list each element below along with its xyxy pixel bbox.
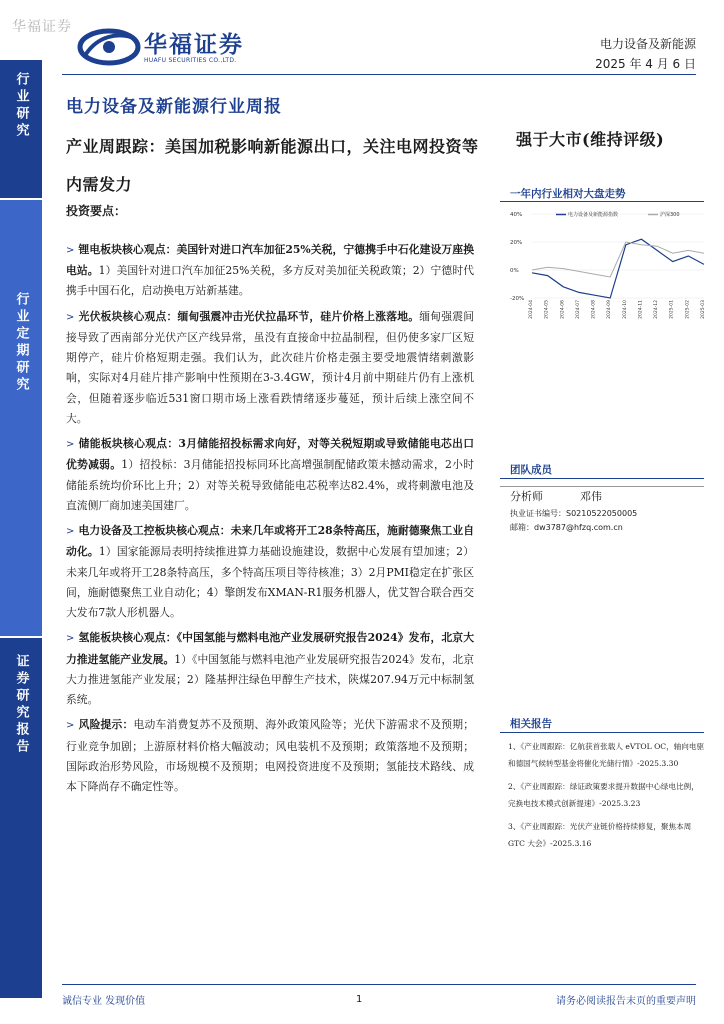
email-address[interactable]: dw3787@hfzq.com.cn bbox=[534, 523, 623, 532]
section-lithium bbox=[66, 240, 474, 302]
section-lead: 电力设备及工控板块核心观点：未来几年或将开工28条特高压，施耐德聚焦工业自动化。 bbox=[66, 524, 474, 559]
x-tick-label: 2024-04 bbox=[529, 300, 534, 319]
email-label: 邮箱： bbox=[510, 523, 534, 532]
legend-label: 电力设备及新能源指数 bbox=[568, 212, 619, 218]
page-title: 电力设备及新能源行业周报 bbox=[66, 97, 282, 117]
analyst-license bbox=[510, 508, 637, 519]
sidebar-top bbox=[0, 60, 42, 198]
page-number: 1 bbox=[356, 994, 363, 1005]
header-sector: 电力设备及新能源 bbox=[599, 37, 696, 51]
chart-section-head: 一年内行业相对大盘走势 bbox=[510, 188, 626, 200]
x-tick-label: 2024-09 bbox=[607, 300, 613, 319]
section-solar bbox=[66, 307, 474, 429]
y-tick-label: -20% bbox=[510, 296, 525, 302]
team-section-head: 团队成员 bbox=[510, 464, 552, 476]
sidebar-top-label: 行业研究 bbox=[13, 72, 29, 140]
logo-english-name: HUAFU SECURITIES CO.,LTD. bbox=[144, 57, 237, 64]
x-tick-label: 2024-08 bbox=[591, 300, 597, 319]
section-text: 1）招投标：3月储能招投标同环比高增强制配储政策未撼动需求，2小时储能系统均价环比上升；2）对等关税导致储能电芯税率达82.4%，或将刺激电池及直流侧厂商加速美国建厂。 bbox=[66, 458, 475, 512]
reports-section-divider bbox=[500, 732, 704, 733]
company-logo bbox=[78, 24, 268, 74]
related-report-item[interactable]: 3、《产业周跟踪：光伏产业链价格持续修复，聚焦本周 GTC 大会》-2025.3.16 bbox=[508, 822, 692, 848]
bullet-arrow-icon: > bbox=[66, 439, 75, 451]
section-text: 电动车消费复苏不及预期、海外政策风险等；光伏下游需求不及预期；行业竞争加剧；上游原材料价格大幅波动；风电装机不及预期；政策落地不及预期；国际政治形势风险，市场规模不及预期；电网投资进度不及预期；氢能技术路线、成本下降尚存不确定性等。 bbox=[66, 718, 474, 794]
section-lead: 储能板块核心观点：3月储能招投标需求向好，对等关税短期或导致储能电芯出口优势减弱。 bbox=[66, 437, 474, 472]
analyst-email bbox=[510, 522, 623, 533]
section-text: 1）国家能源局表明持续推进算力基础设施建设，数据中心发展有望加速；2）未来几年或将开工28条特高压，多个特高压项目等待核准；3）2月PMI稳定在扩张区间，施耐德聚焦工业自动化；4）擎朗发布XMAN-R1服务机器人，优艾智合联合西交大发布7款人形机器人。 bbox=[66, 545, 474, 620]
x-tick-label: 2024-05 bbox=[544, 300, 550, 319]
section-hydrogen bbox=[66, 628, 474, 710]
section-power-equipment bbox=[66, 521, 474, 623]
x-tick-label: 2025-03 bbox=[701, 300, 706, 319]
bullet-arrow-icon: > bbox=[66, 720, 75, 732]
chart-section-divider bbox=[500, 201, 704, 202]
sidebar-bottom bbox=[0, 638, 42, 998]
header-date: 2025 年 4 月 6 日 bbox=[595, 57, 696, 71]
section-storage bbox=[66, 434, 474, 516]
sidebar-middle-label: 行业定期研究 bbox=[13, 292, 29, 394]
sidebar-bottom-label: 证券研究报告 bbox=[13, 654, 29, 756]
watermark: 华福证券 bbox=[12, 19, 72, 35]
bullet-arrow-icon: > bbox=[66, 526, 75, 538]
bullet-arrow-icon: > bbox=[66, 245, 75, 256]
footer-divider bbox=[62, 984, 696, 985]
x-tick-label: 2024-06 bbox=[560, 300, 566, 319]
reports-section-head: 相关报告 bbox=[510, 718, 552, 730]
team-inner-divider bbox=[500, 486, 704, 487]
section-lead: 氢能板块核心观点：《中国氢能与燃料电池产业发展研究报告2024》发布，北京大力推进氢能产业发展。 bbox=[66, 631, 474, 666]
logo-emblem-icon bbox=[78, 28, 140, 66]
license-number: S0210522050005 bbox=[566, 509, 638, 518]
x-tick-label: 2025-02 bbox=[685, 300, 691, 319]
sidebar-middle bbox=[0, 200, 42, 636]
x-tick-label: 2024-10 bbox=[622, 300, 628, 319]
relative-performance-chart bbox=[508, 208, 708, 319]
y-tick-label: 40% bbox=[510, 212, 523, 218]
footer-slogan: 诚信专业 发现价值 bbox=[62, 996, 146, 1007]
investment-points-title: 投资要点： bbox=[66, 204, 127, 218]
section-lead: 光伏板块核心观点：缅甸强震冲击光伏拉晶环节，硅片价格上涨落地。 bbox=[78, 309, 420, 323]
team-section-divider bbox=[500, 478, 704, 479]
y-tick-label: 20% bbox=[510, 240, 523, 246]
section-lead: 锂电板块核心观点：美国针对进口汽车加征25%关税，宁德携手中石化建设万座换电站。 bbox=[66, 243, 474, 278]
section-lead: 风险提示： bbox=[78, 718, 134, 732]
header-divider bbox=[62, 74, 696, 75]
header-info bbox=[595, 34, 696, 74]
related-reports bbox=[508, 738, 706, 858]
investment-points bbox=[66, 240, 474, 802]
section-text: 1）美国针对进口汽车加征25%关税，多方反对美加征关税政策；2）宁德时代携手中国石化，启动换电万站新基建。 bbox=[66, 264, 475, 298]
logo-chinese-name: 华福证券 bbox=[144, 32, 244, 58]
legend-label: 沪深300 bbox=[660, 212, 680, 218]
bullet-arrow-icon: > bbox=[66, 633, 75, 645]
industry-rating: 强于大市(维持评级) bbox=[516, 130, 665, 149]
footer-disclaimer: 请务必阅读报告末页的重要声明 bbox=[556, 996, 696, 1007]
x-tick-label: 2024-12 bbox=[654, 300, 660, 319]
x-tick-label: 2024-07 bbox=[575, 300, 581, 319]
related-report-item[interactable]: 2、《产业周跟踪：绿证政策要求提升数据中心绿电比例，完换电技术模式创新提速》-2025.3.23 bbox=[508, 782, 699, 808]
analyst-name: 邓伟 bbox=[580, 490, 602, 503]
analyst-label: 分析师 bbox=[510, 490, 543, 503]
license-label: 执业证书编号： bbox=[510, 509, 566, 518]
section-text: 缅甸强震间接导致了西南部分光伏产区产线异常，虽没有直接命中拉晶制程，但仍使多家厂区短期停产，硅片价格短期走强。我们认为，此次硅片价格走强主要受地震情绪刺激影响，实际对4月硅片排产影响中性预期在3-3.4GW，预计4月前中期硅片仍有上涨机会，但随着逐步临近531窗口期市场上涨看跌情绪逐步蔓延，预计后续上涨空间不大。 bbox=[66, 309, 475, 425]
x-tick-label: 2025-01 bbox=[669, 300, 675, 319]
bullet-arrow-icon: > bbox=[66, 311, 75, 323]
related-report-item[interactable]: 1、《产业周跟踪：亿航获首张载人 eVTOL OC，轴向电驱和德国气候转型基金将催化光储行情》-2025.3.30 bbox=[508, 742, 705, 768]
report-subtitle: 产业周跟踪：美国加税影响新能源出口，关注电网投资等内需发力 bbox=[66, 137, 479, 194]
section-risk bbox=[66, 715, 474, 797]
section-text: 1）《中国氢能与燃料电池产业发展研究报告2024》发布，北京大力推进氢能产业发展；2）隆基押注绿色甲醇生产技术，陕煤207.94万元中标制氢系统。 bbox=[66, 652, 474, 707]
y-tick-label: 0% bbox=[510, 268, 519, 274]
x-tick-label: 2024-11 bbox=[638, 300, 644, 319]
